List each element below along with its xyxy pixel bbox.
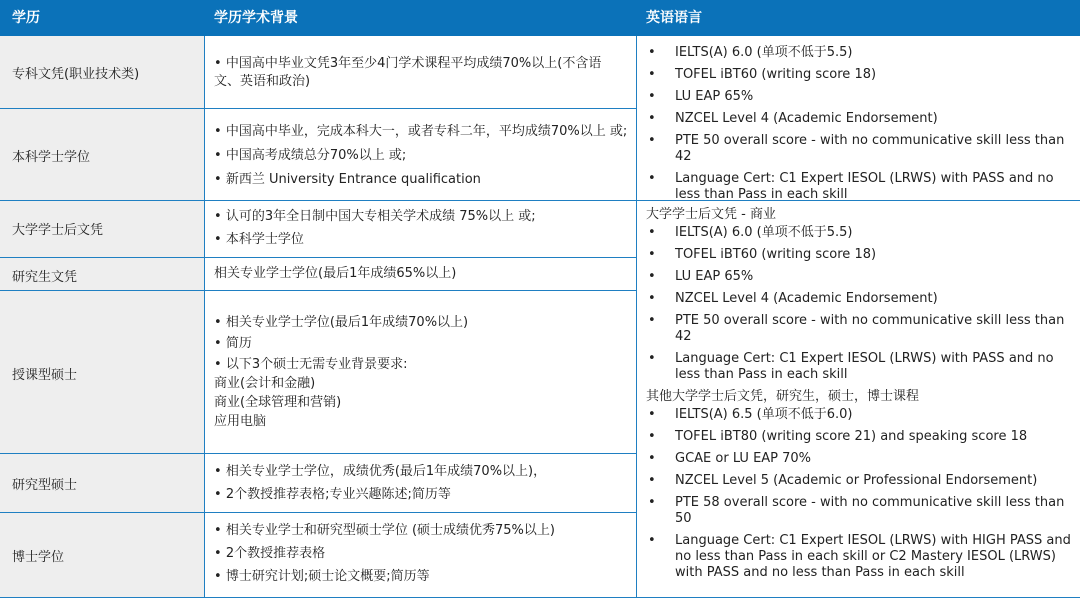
row-label-diploma: 专科文凭(职业技术类) <box>12 67 140 82</box>
row-background-research-master <box>214 461 634 505</box>
list-item: • 相关专业学士学位，成绩优秀(最后1年成绩70%以上)， <box>214 461 634 482</box>
list-item: • 新西兰 University Entrance qualification <box>214 169 634 190</box>
table-bottom-border <box>0 597 1080 598</box>
column-divider-2 <box>636 36 637 598</box>
sub-item: 商业(全球管理和营销) <box>214 395 342 410</box>
list-item: • Language Cert: C1 Expert IESOL (LRWS) with HIGH PASS and no less than Pass in each skill or C2 Mastery IESOL (LRWS) with PASS and no less than Pass in each skill <box>646 533 1074 581</box>
list-item: • Language Cert: C1 Expert IESOL (LRWS) with PASS and no less than Pass in each skill <box>646 351 1074 383</box>
row-label-postgraduate-diploma: 研究生文凭 <box>12 270 78 285</box>
list-item: • 本科学士学位 <box>214 229 634 250</box>
list-item: • LU EAP 65% <box>646 269 1074 285</box>
row-divider <box>0 257 636 258</box>
row-label-bachelor: 本科学士学位 <box>12 150 91 165</box>
row-background-diploma <box>214 53 624 92</box>
list-item: • 中国高考成绩总分70%以上 或; <box>214 145 634 166</box>
row-divider <box>0 200 636 201</box>
list-item: 相关专业学士学位(最后1年成绩65%以上) <box>214 266 457 281</box>
list-item: • PTE 50 overall score - with no communicative skill less than 42 <box>646 133 1074 165</box>
group-heading: 其他大学学士后文凭，研究生，硕士，博士课程 <box>646 389 920 404</box>
list-item: • 相关专业学士学位(最后1年成绩70%以上) <box>214 313 634 332</box>
row-background-bachelor <box>214 121 634 190</box>
list-item: • IELTS(A) 6.0 (单项不低于5.5) <box>646 225 1074 241</box>
list-item: • PTE 50 overall score - with no communicative skill less than 42 <box>646 313 1074 345</box>
row-background-postgraduate-diploma <box>214 263 634 284</box>
sub-item: 应用电脑 <box>214 414 267 429</box>
list-item: • NZCEL Level 4 (Academic Endorsement) <box>646 111 1074 127</box>
list-item: • 认可的3年全日制中国大专相关学术成绩 75%以上 或; <box>214 206 634 227</box>
list-item: • TOFEL iBT80 (writing score 21) and speaking score 18 <box>646 429 1074 445</box>
row-label-research-master: 研究型硕士 <box>12 478 78 493</box>
row-label-taught-master: 授课型硕士 <box>12 368 78 383</box>
list-item: • 中国高中毕业文凭3年至少4门学术课程平均成绩70%以上(不含语 <box>214 53 624 74</box>
list-item: • IELTS(A) 6.5 (单项不低于6.0) <box>646 407 1074 423</box>
list-item: • 以下3个硕士无需专业背景要求: <box>214 355 634 374</box>
header-education: 学历 <box>12 10 40 26</box>
row-label-phd: 博士学位 <box>12 550 65 565</box>
row-background-graduate-diploma <box>214 206 634 250</box>
list-item: • Language Cert: C1 Expert IESOL (LRWS) with PASS and no less than Pass in each skill <box>646 171 1074 203</box>
column-divider-1 <box>204 36 205 598</box>
header-academic-background: 学历学术背景 <box>214 10 298 26</box>
english-group-postgrad <box>646 205 1074 587</box>
table-header <box>0 0 1080 36</box>
list-item: • 相关专业学士和研究型硕士学位 (硕士成绩优秀75%以上) <box>214 520 634 541</box>
row-background-phd <box>214 520 634 587</box>
list-item: • TOFEL iBT60 (writing score 18) <box>646 67 1074 83</box>
list-item: • TOFEL iBT60 (writing score 18) <box>646 247 1074 263</box>
list-item: • IELTS(A) 6.0 (单项不低于5.5) <box>646 45 1074 61</box>
list-item: • 简历 <box>214 334 634 353</box>
list-item: • GCAE or LU EAP 70% <box>646 451 1074 467</box>
row-divider <box>0 453 636 454</box>
row-background-taught-master <box>214 313 634 431</box>
row-divider <box>0 108 636 109</box>
english-group-general <box>646 45 1074 209</box>
list-item: • 博士研究计划;硕士论文概要;简历等 <box>214 566 634 587</box>
list-item: • NZCEL Level 5 (Academic or Professional Endorsement) <box>646 473 1074 489</box>
group-heading: 大学学士后文凭 - 商业 <box>646 207 776 222</box>
row-divider <box>0 512 636 513</box>
list-item: • LU EAP 65% <box>646 89 1074 105</box>
row-divider <box>0 290 636 291</box>
row-label-graduate-diploma: 大学学士后文凭 <box>12 223 104 238</box>
list-item: • 2个教授推荐表格 <box>214 543 634 564</box>
list-item: • PTE 58 overall score - with no communicative skill less than 50 <box>646 495 1074 527</box>
sub-item: 商业(会计和金融) <box>214 376 316 391</box>
header-english-language: 英语语言 <box>646 10 702 26</box>
list-item: • NZCEL Level 4 (Academic Endorsement) <box>646 291 1074 307</box>
list-item: • 中国高中毕业，完成本科大一，或者专科二年，平均成绩70%以上 或; <box>214 121 634 142</box>
label-column-background <box>0 36 204 598</box>
list-item: • 2个教授推荐表格;专业兴趣陈述;简历等 <box>214 484 634 505</box>
list-item-continuation: 文、英语和政治) <box>214 74 311 89</box>
